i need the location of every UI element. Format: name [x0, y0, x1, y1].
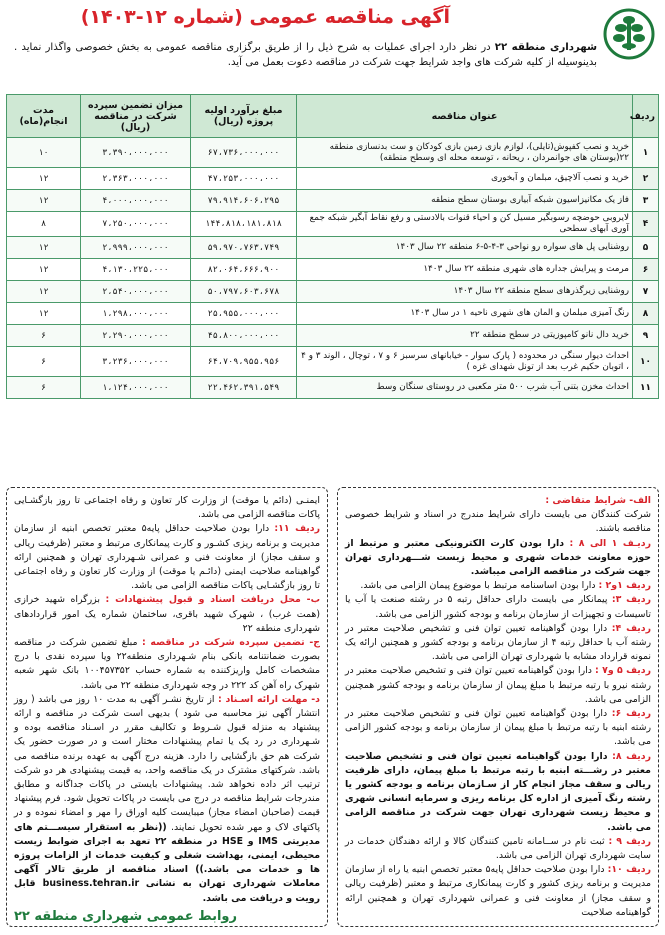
row-index-cell: ۱	[633, 138, 659, 168]
condition-r4	[345, 622, 651, 665]
row-estimate-cell: ۲۲،۴۶۲،۳۹۱،۵۴۹	[191, 377, 297, 399]
section-c-text: مبلغ تضمین شرکت در مناقصه بصورت ضمانتنامه بانکی بنام شـهرداری منطقه۲۲ ویا سپرده نقدی با درج مشخصات کامل واریزکننده به شماره حساب ۱۰۰۴۵۷۳۵۲ بانک شهر شعبه شهرک راه آهن کد ۲۲۲ در وجه شهرداری منطقه ۲۲ می باشد.	[14, 637, 320, 691]
row-index-cell: ۲	[633, 168, 659, 190]
condition-text: دارا بودن اساسنامه مرتبط با موضوع پیمان الزامی می باشد.	[360, 580, 599, 592]
row-title-cell: رنگ آمیزی مبلمان و المان های شهری ناحیه ۱ در سال ۱۴۰۳	[297, 303, 633, 325]
header-estimate: مبلغ برآورد اولیه پروژه (ریال)	[191, 95, 297, 138]
row-duration-cell: ۶	[7, 377, 81, 399]
row-title-cell: احداث دیوار سنگی در محدوده ( پارک سوار - خیابانهای سرسبز ۶ و ۷ ، توچال ، الوند ۳ و ۴ ، اتوبان حکیم غرب بعد از تونل شهدای غزه )	[297, 347, 633, 377]
row-duration-cell: ۱۲	[7, 190, 81, 212]
condition-label: ردیف ۸:	[612, 750, 651, 762]
condition-r11	[14, 522, 320, 593]
row-title-cell: خرید دال نانو کامپوزیتی در سطح منطقه ۲۲	[297, 325, 633, 347]
condition-text: دارا بودن گواهینامه تعیین توان فنی و تشخیص صلاحیت معتبر در رشته نیرو با رتبه مرتبط با مبلغ پیمان از سازمان برنامه و بودجه کشور همچنین الزامی می باشد.	[345, 665, 651, 705]
section-b	[14, 593, 320, 636]
table-row	[7, 138, 659, 168]
row-duration-cell: ۱۲	[7, 259, 81, 281]
row-guarantee-cell: ۴،۰۰۰،۰۰۰،۰۰۰	[81, 190, 191, 212]
row-duration-cell: ۶	[7, 325, 81, 347]
row-estimate-cell: ۱۴۴،۸۱۸،۱۸۱،۸۱۸	[191, 212, 297, 237]
table-row	[7, 347, 659, 377]
row-guarantee-cell: ۷،۲۵۰،۰۰۰،۰۰۰	[81, 212, 191, 237]
table-row	[7, 259, 659, 281]
row-index-cell: ۵	[633, 237, 659, 259]
section-d-text: از تاریخ نشـر آگهی به مدت ۱۰ روز می باشد ( روز انتشار آگهی نیز محاسبه می شود ) بدیهی است شرکت در مناقصه و ارائه پیشنهاد به منزله قبول شـروط و تکالیف مقرر در اسـناد مناقصه بوده و شـهرداری در رد یک یا تمام پیشنهادات مختار است و در صورت حضور یک شرکت هم حق بازگشایی را دارد. هزینه درج آگهی به عهده برنده مناقصه می باشد. شرکتهای مشترک در یک مناقصه واحد، به قیمت پیشنهادی هر دو شرکت ترتیب اثر داده نخواهد شد. پیشنهادات بایستی در پاکات جداگانه و مطابق مندرجات شرایط مناقصه در درج می بایست در پاکات تحویل شود. فرم پیشنهاد قیمت (صاحبان امضاء مجاز) میبایست کلیه اوراق را مهر و امضاء نموده و در پاکتهای لاک و مهر شده تحویل نمایند.	[14, 693, 320, 833]
row-estimate-cell: ۶۴،۷۰۹،۹۵۵،۹۵۶	[191, 347, 297, 377]
section-d	[14, 693, 320, 906]
header-row: ردیف	[633, 95, 659, 138]
row-title-cell: خرید و نصب کفپوش(تایلی)، لوازم بازی زمین بازی کودکان و ست بدنسازی منطقه ۲۲(بوستان های جوانمردان ، ریحانه ، توسعه محله ای وسطح منطقه)	[297, 138, 633, 168]
row-estimate-cell: ۶۷،۷۳۶،۰۰۰،۰۰۰	[191, 138, 297, 168]
condition-text: ثبت نام در ســامانه تامین کنندگان کالا و ارائه دهندگان خدمات در سایت شهرداری تهران الزامی می باشد.	[345, 835, 651, 862]
condition-label: ردیف ۳:	[611, 594, 651, 606]
signature: روابط عمومی شهرداری منطقه ۲۲	[14, 908, 237, 924]
row-guarantee-cell: ۲،۵۴۰،۰۰۰،۰۰۰	[81, 281, 191, 303]
row-index-cell: ۶	[633, 259, 659, 281]
row-guarantee-cell: ۴،۱۳۰،۲۲۵،۰۰۰	[81, 259, 191, 281]
condition-r6	[345, 707, 651, 750]
table-row	[7, 281, 659, 303]
row-guarantee-cell: ۲،۹۹۹،۰۰۰،۰۰۰	[81, 237, 191, 259]
row-guarantee-cell: ۲،۳۶۳،۰۰۰،۰۰۰	[81, 168, 191, 190]
row-estimate-cell: ۸۲،۰۶۴،۶۶۶،۹۰۰	[191, 259, 297, 281]
table-row	[7, 303, 659, 325]
row-estimate-cell: ۷۹،۹۱۴،۶۰۶،۲۹۵	[191, 190, 297, 212]
condition-label: ردیف ۴:	[611, 622, 651, 634]
condition-intro: شرکت کنندگان می بایست دارای شرایط مندرج در اسناد و شرایط خصوصی مناقصه باشند.	[345, 509, 651, 535]
row-guarantee-cell: ۱،۲۹۸،۰۰۰،۰۰۰	[81, 303, 191, 325]
row-index-cell: ۱۱	[633, 377, 659, 399]
row-index-cell: ۴	[633, 212, 659, 237]
section-d-end: قابل رویت و دریافت می باشد.	[14, 878, 320, 904]
row-index-cell: ۹	[633, 325, 659, 347]
header	[0, 0, 665, 92]
table-row	[7, 190, 659, 212]
row-index-cell: ۷	[633, 281, 659, 303]
condition-label: ردیف ۶:	[611, 708, 651, 720]
row-title-cell: خرید و نصب آلاچیق، مبلمان و آبخوری	[297, 168, 633, 190]
condition-r5	[345, 664, 651, 707]
table-row	[7, 237, 659, 259]
row-title-cell: مرمت و پیرایش جداره های شهری منطقه ۲۲ سال ۱۴۰۳	[297, 259, 633, 281]
row-duration-cell: ۱۲	[7, 237, 81, 259]
condition-label: ردیف ۵ و۷ :	[594, 665, 651, 677]
table-row	[7, 212, 659, 237]
section-c-heading: ج- تضمین سپرده شرکت در مناقصه :	[141, 637, 320, 649]
section-d-bold: ((نظر به استقرار سیســـتم های مدیریتی IMS و HSE در منطقه ۲۲ تعهد به اجرای ضوابط زیست محیطی، ایمنی، بهداشت شغلی و کیفیت خدمات از الزامات پروژه ها و خدمات می باشد.)) اسناد مناقصه از طریق تالار آگهی معاملات شهرداری تهران به نشانی	[14, 821, 321, 890]
row-guarantee-cell: ۳،۳۹۰،۰۰۰،۰۰۰	[81, 138, 191, 168]
row-duration-cell: ۶	[7, 347, 81, 377]
condition-text: دارا بودن گواهینامه تعیین توان فنی و تشخیص صلاحیت معتبر در رشته ابنیه با رتبه مرتبط با مبلغ پیمان از سازمان برنامه و بودجه کشور الزامی می باشد.	[345, 708, 651, 748]
condition-label: ردیف ۹ :	[608, 835, 651, 847]
conditions-right-column	[337, 487, 659, 927]
intro-bold: شهرداری منطقه ۲۲	[494, 42, 598, 53]
row-estimate-cell: ۴۵،۸۰۰،۰۰۰،۰۰۰	[191, 325, 297, 347]
condition-r9	[345, 835, 651, 863]
condition-text: دارا بودن صلاحیت حداقل پایه۵ معتبر تخصص ابنیه یا راه از سازمان مدیریت و برنامه ریزی کشور و کارت پیمانکاری مرتبط و معتبر (ظرفیت ریالی و سقف مجاز) از معاونت فنی و عمرانی شهرداری تهران و همچنین ارائه گواهینامه صلاحیت	[345, 864, 651, 918]
row-estimate-cell: ۵۹،۹۷۰،۷۶۳،۷۴۹	[191, 237, 297, 259]
intro-body: در نظر دارد اجرای عملیات به شرح ذیل را از طریق برگزاری مناقصه عمومی به بخش خصوصی واگذار نماید . بدینوسیله از کلیه شرکت های واجد شرایط جهت شرکت در مناقصه دعوت بعمل می آید.	[14, 42, 597, 68]
section-c	[14, 636, 320, 693]
municipality-logo-icon	[603, 8, 655, 60]
row-guarantee-cell: ۲،۲۹۰،۰۰۰،۰۰۰	[81, 325, 191, 347]
table-row	[7, 377, 659, 399]
table-header-row	[7, 95, 659, 138]
row-title-cell: لایروبی حوضچه رسوبگیر مسیل کن و احیاء قنوات بالادستی و رفع نقاط آبگیر شبکه جمع آوری آبهای سطحی	[297, 212, 633, 237]
condition-label: ردیف ۱۱:	[274, 523, 320, 535]
condition-r1	[345, 537, 651, 580]
condition-label: ردیف ۱۰:	[607, 864, 651, 876]
condition-text: پیمانکار می بایست دارای حداقل رتبه ۵ در رشته صنعت یا آب یا تاسیسات و تجهیزات از سازمان برنامه و بودجه کشور الزامی می باشد.	[345, 594, 651, 620]
condition-text: دارا بودن گواهینامه تعیین توان فنی و تشخیص صلاحیت معتبر در رشـــته ابنیه با رتبه مرتبط با مبلغ پیمان، دارای ظرفیت ریالی و سقف مجاز انجام کار از سـازمان برنامه و بودجه کشور یا رشته رنگ آمیزی از اداره کل برنامه ریزی و سرمایه انسانی شهری و محیط زیست شهرداری تهران جهت شرکت در مناقصه الزامی می باشد.	[345, 750, 651, 833]
section-b-text: بزرگراه شهید خرازی (همت غرب) ، شهرک شهید باقری، ساختمان شماره یک امور قراردادهای شهرداری منطقه ۲۲	[14, 594, 320, 634]
page-title: آگهی مناقصه عمومی (شماره ۱۲-۱۴۰۳)	[80, 6, 450, 28]
condition-text: دارا بودن صلاحیت حداقل پایه۵ معتبر تخصص ابنیه از سازمان مدیریت و برنامه ریزی کشـور و کارت پیمانکاری مرتبط و معتبر (ظرفیت ریالی و سقف مجاز) از معاونت فنی و عمرانی شـهرداری تهران و همچنین ارائه گواهینامه صلاحیت ایمنی (دائـم یا موقت) از وزارت کار تعاون و رفاه اجتماعی تا روز بازگشـایی پاکات مناقصه الزامی می باشد.	[14, 523, 320, 592]
row-title-cell: فاز یک مکانیزاسیون شبکه آبیاری بوستان سطح منطقه	[297, 190, 633, 212]
condition-r3	[345, 593, 651, 621]
condition-r2	[345, 579, 651, 593]
table-row	[7, 168, 659, 190]
row-title-cell: روشنایی زیرگذرهای سطح منطقه ۲۲ سال ۱۴۰۳	[297, 281, 633, 303]
section-b-heading: ب- محل دریافت اسناد و قبول پیشنهادات :	[105, 594, 320, 606]
condition-label: ردیـف ۱ الی ۸ :	[569, 537, 651, 549]
header-duration: مدت انجام(ماه)	[7, 95, 81, 138]
row-title-cell: روشنایی پل های سواره رو نواحی ۳-۴-۵-۶ منطقه ۲۲ سال ۱۴۰۳	[297, 237, 633, 259]
row-title-cell: احداث مخزن بتنی آب شرب ۵۰۰ متر مکعبی در روستای سنگان وسط	[297, 377, 633, 399]
row-duration-cell: ۱۰	[7, 138, 81, 168]
condition-text: دارا بودن کارت الکترونیکی معتبر و مرتبط از حوزه معاونت خدمات شهری و محیط زیست شـــهرداری تهران جهت شرکت در مناقصه الزامی میباشد.	[345, 537, 651, 578]
row-index-cell: ۱۰	[633, 347, 659, 377]
business-url-link[interactable]: business.tehran.ir	[42, 878, 140, 890]
section-d-heading: د- مهلت ارائه اسـناد :	[217, 693, 320, 705]
row-estimate-cell: ۲۵،۹۵۵،۰۰۰،۰۰۰	[191, 303, 297, 325]
tender-table	[6, 94, 659, 399]
header-guarantee: میزان تضمین سپرده شرکت در مناقصه (ریال)	[81, 95, 191, 138]
intro-text	[14, 40, 597, 70]
conditions-left-column	[6, 487, 328, 927]
row-estimate-cell: ۵۰،۷۹۷،۶۰۳،۶۷۸	[191, 281, 297, 303]
condition-r8	[345, 750, 651, 835]
condition-text: دارا بودن گواهینامه تعیین توان فنی و تشخیص صلاحیت معتبر در رشته آب با حداقل رتبه ۴ از سازمان برنامه و بودجه کشور و همچنین ارائه یک نمونه قرارداد مشابه با شهرداری تهران الزامی می باشد.	[345, 622, 651, 663]
row-duration-cell: ۱۲	[7, 168, 81, 190]
header-title: عنوان مناقصه	[297, 95, 633, 138]
table-row	[7, 325, 659, 347]
condition-r10-cont: ایمنـی (دائم یا موقت) از وزارت کار تعاون و رفاه اجتماعی تا روز بازگشـایی پاکات مناقصه الزامی می باشد.	[14, 495, 320, 521]
row-guarantee-cell: ۱،۱۲۴،۰۰۰،۰۰۰	[81, 377, 191, 399]
row-duration-cell: ۱۲	[7, 303, 81, 325]
row-duration-cell: ۱۲	[7, 281, 81, 303]
section-heading: الف- شرایط متقاضی :	[545, 495, 651, 506]
row-estimate-cell: ۴۷،۲۵۳،۰۰۰،۰۰۰	[191, 168, 297, 190]
row-duration-cell: ۸	[7, 212, 81, 237]
row-guarantee-cell: ۳،۲۳۶،۰۰۰،۰۰۰	[81, 347, 191, 377]
row-index-cell: ۸	[633, 303, 659, 325]
row-index-cell: ۳	[633, 190, 659, 212]
condition-r10	[345, 863, 651, 920]
condition-label: ردیف ۱و۲ :	[598, 580, 651, 592]
